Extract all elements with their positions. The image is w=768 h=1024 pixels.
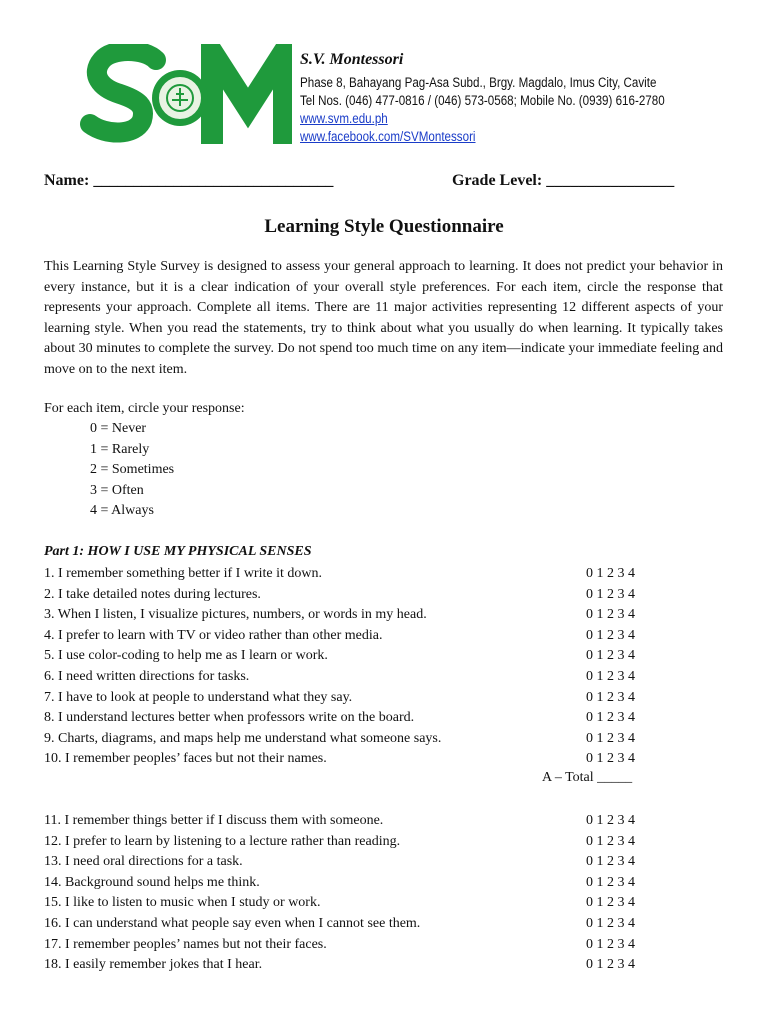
question-text: 4. I prefer to learn with TV or video rather than other media. [44,627,383,643]
question-text: 11. I remember things better if I discuss them with someone. [44,813,384,828]
response-options[interactable]: 0 1 2 3 4 [586,689,635,705]
question-text: 12. I prefer to learn by listening to a lecture rather than reading. [44,833,401,849]
question-item [44,688,644,709]
question-text: 10. I remember peoples’ faces but not their names. [44,751,327,767]
question-text: 18. I easily remember jokes that I hear. [44,957,263,973]
question-text: 1. I remember something better if I write it down. [44,566,322,581]
response-options[interactable]: 0 1 2 3 4 [586,936,635,952]
question-item [44,626,644,647]
response-options[interactable]: 0 1 2 3 4 [586,833,635,849]
response-options[interactable]: 0 1 2 3 4 [586,854,635,870]
instruction-text: For each item, circle your response: [44,401,245,416]
question-text: 5. I use color-coding to help me as I learn or work. [44,648,328,664]
scale-item: 1 = Rarely [90,442,150,457]
response-options[interactable]: 0 1 2 3 4 [586,730,635,746]
question-item [44,955,644,976]
question-item [44,585,644,606]
facebook-link[interactable]: www.facebook.com/SVMontessori [300,129,476,144]
question-text: 2. I take detailed notes during lectures. [44,586,261,602]
response-options[interactable]: 0 1 2 3 4 [586,566,635,581]
question-item [44,729,644,750]
scale-item: 4 = Always [90,503,154,518]
question-item [44,605,644,626]
question-list-a [44,564,644,770]
question-item [44,811,644,832]
response-options[interactable]: 0 1 2 3 4 [586,915,635,931]
question-item [44,914,644,935]
question-text: 9. Charts, diagrams, and maps help me understand what someone says. [44,730,442,746]
question-item [44,893,644,914]
letterhead [0,0,768,160]
document-title: Learning Style Questionnaire [264,216,504,237]
name-field[interactable]: Name: ______________________________ [44,172,334,189]
website-link[interactable]: www.svm.edu.ph [300,111,388,126]
question-item [44,646,644,667]
response-options[interactable]: 0 1 2 3 4 [586,957,635,973]
school-name: S.V. Montessori [300,51,404,68]
response-options[interactable]: 0 1 2 3 4 [586,648,635,664]
question-list-b [44,811,644,976]
question-text: 7. I have to look at people to understand what they say. [44,689,353,705]
school-address: Phase 8, Bahayang Pag-Asa Subd., Brgy. Magdalo, Imus City, Cavite [300,75,657,90]
question-item [44,935,644,956]
question-text: 17. I remember peoples’ names but not their faces. [44,936,327,952]
response-options[interactable]: 0 1 2 3 4 [586,813,635,828]
school-phones: Tel Nos. (046) 477-0816 / (046) 573-0568; Mobile No. (0939) 616-2780 [300,93,665,108]
scale-item: 0 = Never [90,421,147,436]
part-heading: Part 1: HOW I USE MY PHYSICAL SENSES [44,544,312,559]
response-options[interactable]: 0 1 2 3 4 [586,627,635,643]
question-item [44,708,644,729]
scale-item: 3 = Often [90,483,144,498]
question-text: 3. When I listen, I visualize pictures, numbers, or words in my head. [44,607,427,623]
response-options[interactable]: 0 1 2 3 4 [586,668,635,684]
question-text: 8. I understand lectures better when professors write on the board. [44,710,415,726]
question-item [44,667,644,688]
question-item [44,749,644,770]
question-item [44,564,644,585]
question-text: 6. I need written directions for tasks. [44,668,250,684]
scale-item: 2 = Sometimes [90,462,175,477]
response-options[interactable]: 0 1 2 3 4 [586,586,635,602]
question-text: 15. I like to listen to music when I study or work. [44,895,321,911]
question-text: 14. Background sound helps me think. [44,874,260,890]
response-options[interactable]: 0 1 2 3 4 [586,874,635,890]
intro-paragraph: This Learning Style Survey is designed to assess your general approach to learning. It does not predict your behavior in every instance, but it is a clear indication of your overall style preferences. For each item, circle the response that represents your approach. Complete all items. There are 11 major activities representing 12 different aspects of your learning style. When you read the statements, try to think about what you usually do when learning. It typically takes about 30 minutes to complete the survey. Do not spend too much time on any item—indicate your immediate feeling and move on to the next item. [44,259,723,377]
question-text: 13. I need oral directions for a task. [44,854,243,870]
grade-level-field[interactable]: Grade Level: ________________ [452,172,675,189]
question-item [44,852,644,873]
question-item [44,873,644,894]
svm-logo [72,44,292,148]
question-item [44,832,644,853]
question-text: 16. I can understand what people say even when I cannot see them. [44,915,421,931]
response-options[interactable]: 0 1 2 3 4 [586,895,635,911]
total-a[interactable]: A – Total _____ [542,770,633,785]
response-options[interactable]: 0 1 2 3 4 [586,607,635,623]
response-options[interactable]: 0 1 2 3 4 [586,751,635,767]
response-options[interactable]: 0 1 2 3 4 [586,710,635,726]
